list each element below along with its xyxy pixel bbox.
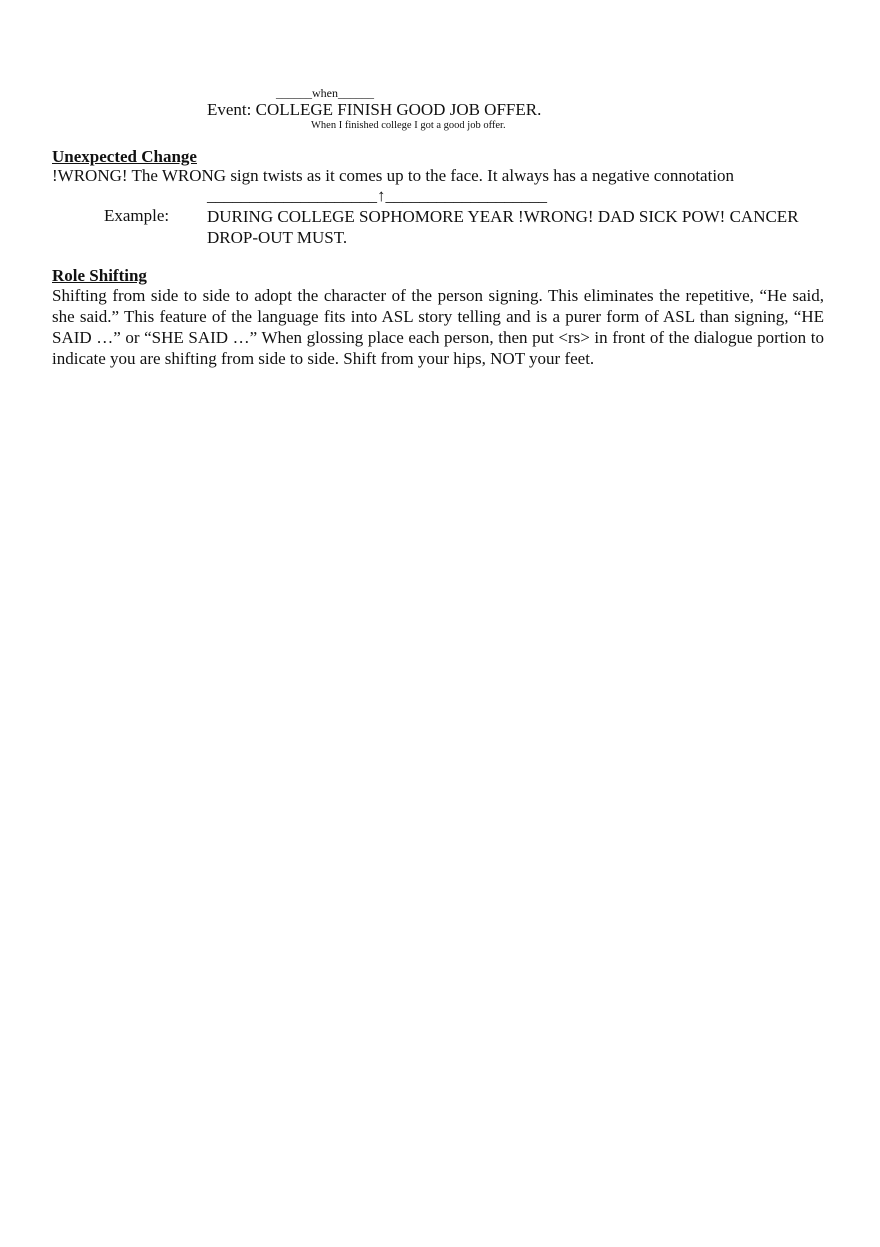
event-gloss: Event: COLLEGE FINISH GOOD JOB OFFER. — [207, 100, 542, 119]
example-label: Example: — [104, 206, 170, 225]
nonmanual-marker-line: ____________________↑___________________ — [207, 186, 547, 205]
when-nonmanual-marker: ______when______ — [276, 86, 374, 100]
role-shifting-paragraph: Shifting from side to side to adopt the character of the person signing. This eliminates the repetitive, “He said, she said.” This feature of the language fits into ASL story telling and is a purer form of ASL than signing, “HE SAID …” or “SHE SAID …” When glossing place each person, then put <rs> in front of the dialogue portion to indicate you are shifting from side to side. Shift from your hips, NOT your feet. — [52, 286, 824, 368]
example-gloss: DURING COLLEGE SOPHOMORE YEAR !WRONG! DAD SICK POW! CANCER DROP-OUT MUST. — [207, 207, 799, 247]
unexpected-change-heading: Unexpected Change — [52, 147, 197, 166]
event-translation: When I finished college I got a good job offer. — [311, 120, 506, 131]
unexpected-change-description: !WRONG! The WRONG sign twists as it comes up to the face. It always has a negative connotation — [52, 166, 735, 185]
role-shifting-heading: Role Shifting — [52, 266, 147, 285]
